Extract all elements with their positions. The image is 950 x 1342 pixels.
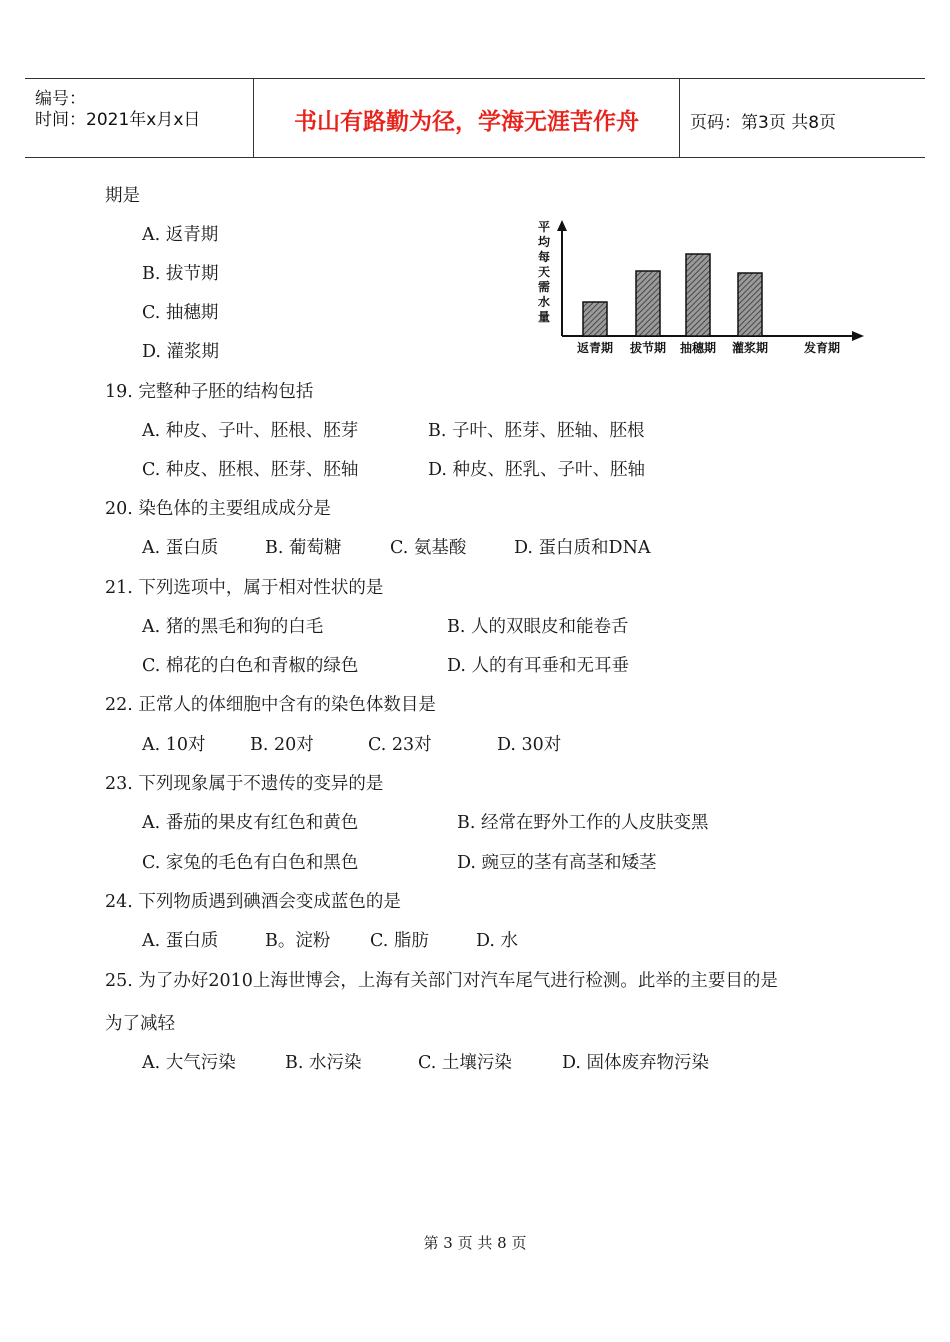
q20-option-d: D. 蛋白质和DNA [514,538,651,558]
q21-option-c: C. 棉花的白色和青椒的绿色 [142,656,359,676]
q23-option-d: D. 豌豆的茎有高茎和矮茎 [457,853,657,873]
chart-y-label-char: 水 [537,295,551,309]
chart-y-axis-label [538,219,551,324]
chart-bar-2 [636,271,660,336]
q20-option-c: C. 氨基酸 [390,538,467,558]
q25-stem-continued: 为了减轻 [105,1014,175,1034]
chart-y-axis-arrow [557,220,567,231]
q20-stem: 20. 染色体的主要组成成分是 [105,499,331,519]
chart-bar-4 [738,273,762,336]
chart-x-tick-label-5: 发育期 [803,341,841,355]
q25-stem: 25. 为了办好2010上海世博会，上海有关部门对汽车尾气进行检测。此举的主要目的是 [105,971,778,991]
page-header [25,78,925,158]
chart-x-tick-label-2: 拔节期 [629,341,667,355]
chart-x-tick-label-3: 抽穗期 [679,341,717,355]
q22-option-b: B. 20对 [250,735,314,755]
q24-option-d: D. 水 [476,931,519,951]
q21-option-b: B. 人的双眼皮和能卷舌 [447,617,629,637]
q19-option-d: D. 种皮、胚乳、子叶、胚轴 [428,460,646,480]
q25-option-d: D. 固体废弃物污染 [562,1053,710,1073]
header-page-cell [680,79,925,157]
header-motto: 书山有路勤为径，学海无涯苦作舟 [294,109,639,135]
q18-stem-tail: 期是 [105,186,140,206]
q24-option-b: B。淀粉 [265,931,331,951]
chart-x-tick-label-4: 灌浆期 [731,341,769,355]
document-number-label: 编号： [35,89,86,109]
chart-y-label-char: 量 [537,310,551,324]
q24-stem: 24. 下列物质遇到碘酒会变成蓝色的是 [105,892,401,912]
chart-x-tick-label-1: 返青期 [576,341,614,355]
chart-bar-1 [583,302,607,336]
q23-option-c: C. 家兔的毛色有白色和黑色 [142,853,359,873]
chart-bar-3 [686,254,710,336]
q21-option-a: A. 猪的黑毛和狗的白毛 [142,617,324,637]
chart-y-label-char: 平 [537,220,551,234]
chart-x-axis-arrow [852,331,864,341]
header-motto-cell [254,79,680,157]
q18-option-a: A. 返青期 [142,225,219,245]
q22-stem: 22. 正常人的体细胞中含有的染色体数目是 [105,695,436,715]
q24-option-c: C. 脂肪 [370,931,429,951]
q23-stem: 23. 下列现象属于不遗传的变异的是 [105,774,384,794]
document-time-label: 时间：2021年x月x日 [35,110,201,130]
q25-option-a: A. 大气污染 [142,1053,236,1073]
chart-y-label-char: 每 [537,250,551,264]
chart-y-label-char: 需 [537,280,551,294]
q20-option-b: B. 葡萄糖 [265,538,342,558]
q25-option-b: B. 水污染 [285,1053,362,1073]
q22-option-c: C. 23对 [368,735,432,755]
q24-option-a: A. 蛋白质 [142,931,219,951]
q19-stem: 19. 完整种子胚的结构包括 [105,382,314,402]
header-page-label: 页码：第3页 共8页 [690,113,837,133]
q22-option-a: A. 10对 [142,735,206,755]
q23-option-a: A. 番茄的果皮有红色和黄色 [142,813,359,833]
q19-option-b: B. 子叶、胚芽、胚轴、胚根 [428,421,645,441]
header-info-cell [25,79,254,157]
q21-option-d: D. 人的有耳垂和无耳垂 [447,656,630,676]
q22-option-d: D. 30对 [497,735,562,755]
q18-option-d: D. 灌浆期 [142,342,220,362]
chart-y-label-char: 均 [537,235,551,249]
q23-option-b: B. 经常在野外工作的人皮肤变黑 [457,813,709,833]
q21-stem: 21. 下列选项中，属于相对性状的是 [105,578,384,598]
water-demand-bar-chart [530,218,870,363]
q25-option-c: C. 土壤污染 [418,1053,512,1073]
chart-y-label-char: 天 [537,265,551,279]
q19-option-c: C. 种皮、胚根、胚芽、胚轴 [142,460,359,480]
q18-option-c: C. 抽穗期 [142,303,219,323]
q20-option-a: A. 蛋白质 [142,538,219,558]
q19-option-a: A. 种皮、子叶、胚根、胚芽 [142,421,359,441]
q18-option-b: B. 拔节期 [142,264,219,284]
page-footer: 第 3 页 共 8 页 [423,1234,527,1252]
